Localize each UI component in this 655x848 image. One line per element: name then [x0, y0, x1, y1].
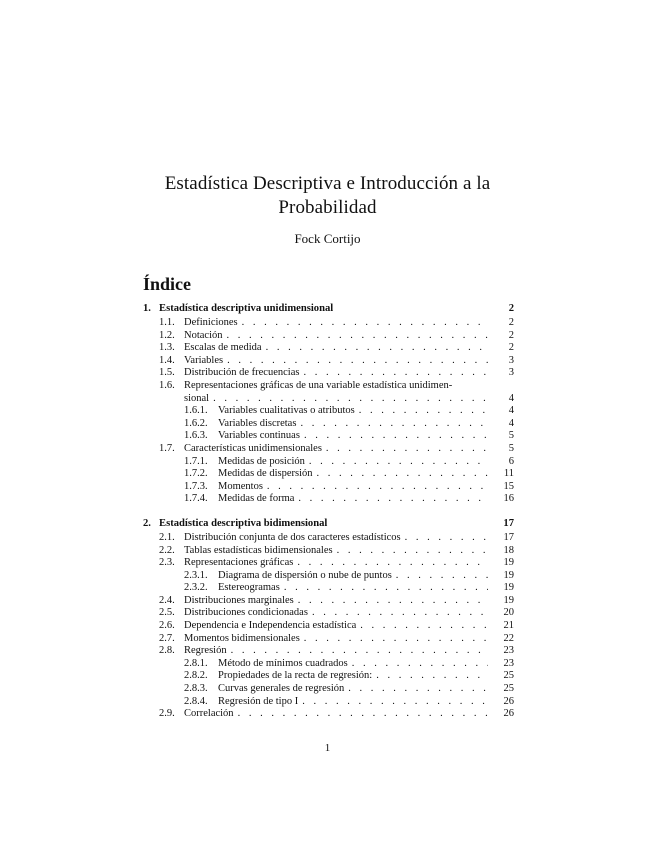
toc-page: 2	[508, 342, 514, 354]
toc-chapter-2[interactable]	[143, 515, 514, 532]
toc-number: 2.8.3.	[184, 683, 208, 695]
toc-page: 19	[503, 569, 514, 581]
toc-number: 1.3.	[159, 342, 175, 354]
toc-title: Diagrama de dispersión o nube de puntos	[218, 569, 392, 581]
toc-number: 1.7.1.	[184, 455, 208, 467]
toc-page: 4	[508, 417, 514, 429]
toc-section-1-2[interactable]	[143, 330, 514, 343]
toc-title: Medidas de dispersión	[218, 468, 313, 480]
toc-page: 26	[503, 695, 514, 707]
toc-number: 1.7.4.	[184, 493, 208, 505]
toc-title: Medidas de forma	[218, 493, 295, 505]
toc-leader-dots	[231, 645, 488, 658]
toc-title: Momentos bidimensionales	[184, 632, 300, 644]
toc-number: 2.3.1.	[184, 569, 208, 581]
toc-title: Notación	[184, 329, 223, 341]
toc-page: 3	[508, 367, 514, 379]
document-title-line2: Probabilidad	[278, 197, 377, 218]
toc-number: 1.2.	[159, 329, 175, 341]
toc-leader-dots	[348, 683, 488, 696]
toc-page: 3	[508, 354, 514, 366]
toc-page: 4	[508, 392, 514, 404]
toc-leader-dots	[300, 418, 488, 431]
toc-leader-dots	[298, 595, 488, 608]
toc-subsection-1-7-3[interactable]	[143, 481, 514, 494]
document-title	[0, 172, 655, 220]
toc-subsection-1-7-1[interactable]	[143, 456, 514, 469]
page-number: 1	[324, 742, 331, 754]
toc-leader-dots	[304, 430, 488, 443]
toc-title: Correlación	[184, 708, 234, 720]
toc-section-2-9[interactable]	[143, 708, 514, 721]
toc-leader-dots	[227, 355, 488, 368]
toc-title: Regresión de tipo I	[218, 695, 299, 707]
document-title-line1: Estadística Descriptiva e Introducción a la	[164, 173, 491, 194]
toc-page: 16	[503, 493, 514, 505]
toc-page: 18	[503, 544, 514, 556]
toc-page: 17	[503, 531, 514, 543]
toc-page: 25	[503, 683, 514, 695]
document-author: Fock Cortijo	[294, 231, 361, 246]
toc-subsection-2-8-2[interactable]	[143, 670, 514, 683]
toc-page: 23	[503, 645, 514, 657]
toc-title: Escalas de medida	[184, 342, 262, 354]
toc-subsection-2-8-4[interactable]	[143, 696, 514, 709]
toc-title: Regresión	[184, 645, 227, 657]
toc-number: 2.	[143, 517, 151, 529]
toc-number: 2.8.	[159, 645, 175, 657]
toc-leader-dots	[303, 367, 488, 380]
toc-leader-dots	[396, 570, 488, 583]
toc-title: Estadística descriptiva unidimensional	[159, 303, 334, 314]
toc-number: 2.8.1.	[184, 657, 208, 669]
toc-page: 6	[508, 455, 514, 467]
toc-page: 5	[508, 442, 514, 454]
toc-title-continued: sional	[184, 392, 210, 404]
toc-leader-dots	[242, 317, 488, 330]
toc-section-1-4[interactable]	[143, 355, 514, 368]
toc-title: Representaciones gráficas de una variable estadística unidimen-	[184, 379, 453, 391]
toc-section-2-6[interactable]	[143, 620, 514, 633]
toc-number: 1.6.2.	[184, 417, 208, 429]
toc-subsection-1-6-3[interactable]	[143, 430, 514, 443]
toc-title: Variables discretas	[218, 417, 297, 429]
toc-number: 1.1.	[159, 317, 175, 328]
toc-number: 2.3.2.	[184, 582, 208, 594]
toc-number: 2.7.	[159, 632, 175, 644]
toc-page: 22	[503, 632, 514, 644]
toc-title: Método de mínimos cuadrados	[218, 657, 348, 669]
toc-leader-dots	[227, 330, 489, 343]
toc-page: 4	[508, 405, 514, 417]
toc-number: 2.4.	[159, 594, 175, 606]
toc-section-2-5[interactable]	[143, 607, 514, 620]
toc-leader-dots	[326, 443, 488, 456]
toc-title: Características unidimensionales	[184, 442, 322, 454]
toc-title: Estadística descriptiva bidimensional	[159, 517, 328, 529]
toc-page: 26	[503, 708, 514, 720]
toc-subsection-1-7-2[interactable]	[143, 468, 514, 481]
toc-number: 2.8.2.	[184, 670, 208, 682]
toc-subsection-2-3-1[interactable]	[143, 570, 514, 583]
toc-leader-dots	[359, 405, 488, 418]
toc-number: 1.6.3.	[184, 430, 208, 442]
toc-title: Variables	[184, 354, 224, 366]
toc-page: 2	[508, 317, 514, 328]
toc-section-1-5[interactable]	[143, 367, 514, 380]
toc-leader-dots	[298, 493, 488, 506]
toc-leader-dots	[302, 696, 488, 709]
toc-number: 2.1.	[159, 531, 175, 543]
toc-title: Distribuciones marginales	[184, 594, 294, 606]
toc-leader-dots	[405, 532, 488, 545]
toc-number: 1.7.3.	[184, 480, 208, 492]
toc-section-1-6-line1[interactable]	[143, 380, 514, 393]
toc-title: Estereogramas	[218, 582, 280, 594]
toc-section-2-3[interactable]	[143, 557, 514, 570]
toc-number: 2.2.	[159, 544, 175, 556]
toc-leader-dots	[304, 633, 488, 646]
toc-leader-dots	[238, 708, 488, 721]
toc-subsection-1-6-1[interactable]	[143, 405, 514, 418]
toc-number: 1.7.2.	[184, 468, 208, 480]
toc-number: 2.8.4.	[184, 695, 208, 707]
toc-title: Curvas generales de regresión	[218, 683, 345, 695]
toc-title: Distribución conjunta de dos caracteres estadísticos	[184, 531, 401, 543]
toc-page: 5	[508, 430, 514, 442]
toc-subsection-2-8-3[interactable]	[143, 683, 514, 696]
toc-section-1-1[interactable]	[143, 317, 514, 330]
toc-subsection-2-3-2[interactable]	[143, 582, 514, 595]
toc-title: Tablas estadísticas bidimensionales	[184, 544, 333, 556]
toc-leader-dots	[309, 456, 488, 469]
toc-title: Distribución de frecuencias	[184, 367, 300, 379]
toc-page: 17	[503, 517, 514, 529]
toc-title: Definiciones	[184, 317, 238, 328]
toc-subsection-2-8-1[interactable]	[143, 658, 514, 671]
toc-number: 1.7.	[159, 442, 175, 454]
toc-leader-dots	[213, 393, 488, 406]
toc-title: Medidas de posición	[218, 455, 305, 467]
toc-subsection-1-6-2[interactable]	[143, 418, 514, 431]
toc-number: 1.4.	[159, 354, 175, 366]
toc-number: 1.	[143, 303, 151, 314]
toc-leader-dots	[297, 557, 488, 570]
toc-page: 15	[503, 480, 514, 492]
toc-page: 23	[503, 657, 514, 669]
toc-leader-dots	[317, 468, 489, 481]
toc-leader-dots	[360, 620, 488, 633]
toc-section-2-4[interactable]	[143, 595, 514, 608]
toc-number: 2.6.	[159, 620, 175, 632]
toc-number: 1.6.1.	[184, 405, 208, 417]
toc-title: Representaciones gráficas	[184, 557, 294, 569]
toc-leader-dots	[376, 670, 488, 683]
toc-leader-dots	[312, 607, 488, 620]
toc-section-2-7[interactable]	[143, 633, 514, 646]
toc-section-1-3[interactable]	[143, 342, 514, 355]
table-of-contents	[143, 300, 514, 721]
toc-number: 1.6.	[159, 379, 175, 391]
toc-title: Variables cualitativas o atributos	[218, 405, 355, 417]
toc-section-1-6-line2[interactable]	[143, 393, 514, 406]
toc-number: 2.3.	[159, 557, 175, 569]
toc-page: 2	[508, 303, 514, 314]
toc-leader-dots	[266, 342, 488, 355]
toc-section-2-1[interactable]	[143, 532, 514, 545]
toc-number: 2.9.	[159, 708, 175, 720]
toc-number: 1.5.	[159, 367, 175, 379]
toc-subsection-1-7-4[interactable]	[143, 493, 514, 506]
toc-leader-dots	[337, 545, 488, 558]
toc-leader-dots	[284, 582, 488, 595]
toc-title: Momentos	[218, 480, 263, 492]
toc-section-1-7[interactable]	[143, 443, 514, 456]
toc-page: 11	[503, 468, 514, 480]
toc-leader-dots	[352, 658, 488, 671]
toc-page: 19	[503, 557, 514, 569]
toc-page: 2	[508, 329, 514, 341]
toc-page: 20	[503, 607, 514, 619]
toc-title: Distribuciones condicionadas	[184, 607, 308, 619]
toc-section-2-2[interactable]	[143, 545, 514, 558]
toc-title: Dependencia e Independencia estadística	[184, 620, 357, 632]
toc-chapter-1[interactable]	[143, 300, 514, 317]
toc-leader-dots	[267, 481, 488, 494]
toc-page: 19	[503, 582, 514, 594]
toc-number: 2.5.	[159, 607, 175, 619]
toc-section-2-8[interactable]	[143, 645, 514, 658]
toc-page: 25	[503, 670, 514, 682]
toc-title: Variables continuas	[218, 430, 300, 442]
toc-title: Propiedades de la recta de regresión:	[218, 670, 373, 682]
toc-page: 21	[503, 620, 514, 632]
toc-page: 19	[503, 594, 514, 606]
toc-heading: Índice	[143, 274, 192, 294]
